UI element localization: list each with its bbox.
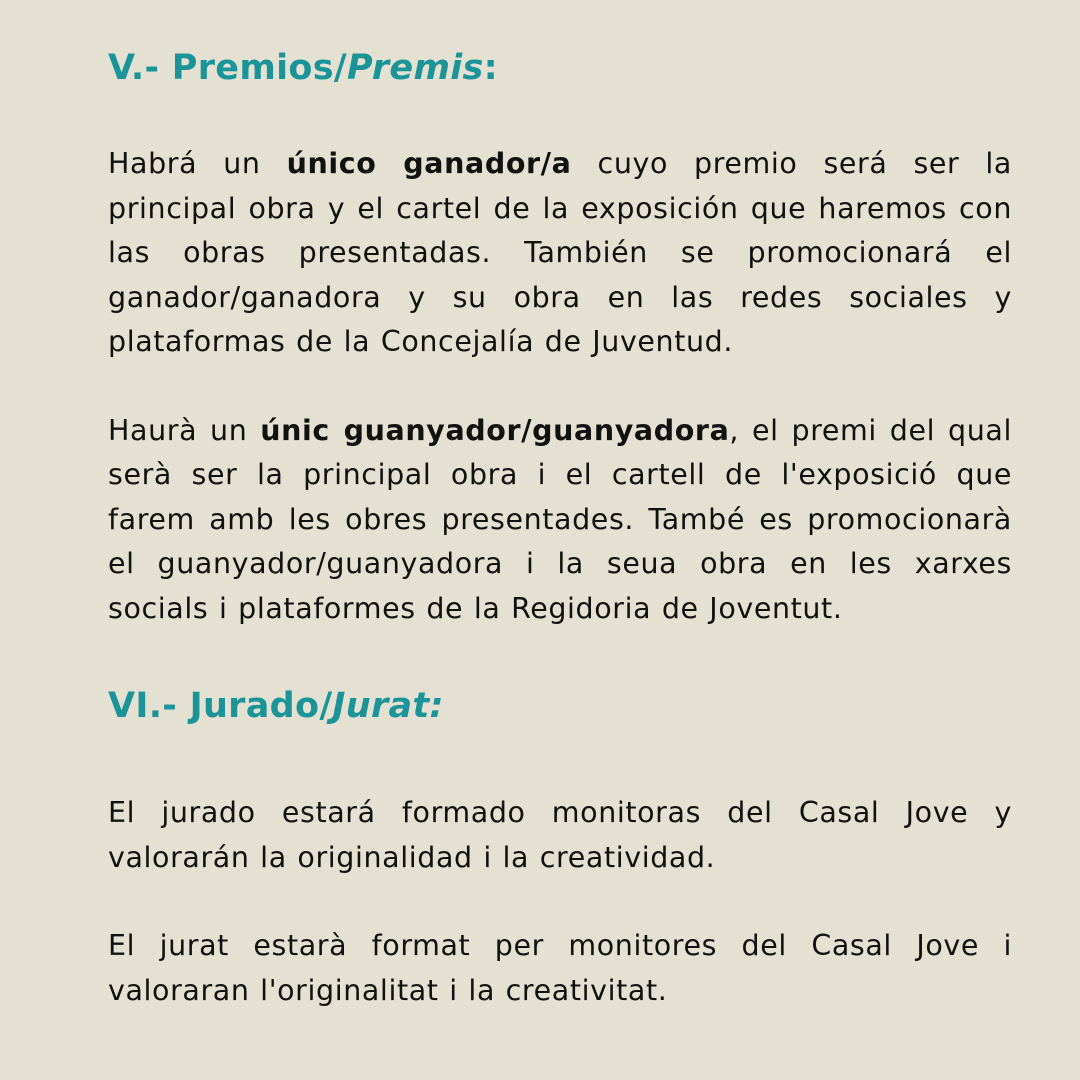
paragraph-premis-va (108, 409, 1012, 632)
paragraph-bold-text: único ganador/a (286, 147, 572, 180)
paragraph-text: , el premi del qual serà ser la principal obra i el cartell de l'exposició que farem amb les obres presentades. També es promocionarà el guanyador/guanyadora i la seua obra en les xarxes socials i plataformes de la Regidoria de Joventut. (108, 413, 1012, 625)
heading-text: VI.- Jurado/ (108, 686, 333, 726)
document-page (108, 38, 1012, 1013)
paragraph-jurado-es: El jurado estará formado monitoras del Casal Jove y valorarán la originalidad i la creatividad. (108, 796, 1012, 874)
heading-italic-text: Jurat: (332, 686, 444, 726)
paragraph-bold-text: únic guanyador/guanyadora (260, 413, 730, 447)
heading-italic-text: Premis (346, 48, 484, 88)
section-heading-jurado (108, 676, 1012, 736)
heading-text: V.- Premios/ (108, 48, 347, 88)
paragraph-text: Habrá un (108, 147, 287, 180)
paragraph-jurat-va: El jurat estarà format per monitores del Casal Jove i valoraran l'originalitat i la creativitat. (108, 929, 1012, 1007)
paragraph-premios-es (108, 142, 1012, 365)
paragraph-text: cuyo premio será ser la principal obra y el cartel de la exposición que haremos con las obras presentadas. También se promocionará el ganador/ganadora y su obra en las redes sociales y plataformas de la Concejalía de Juventud. (108, 147, 1012, 358)
section-heading-premios (108, 38, 1012, 98)
heading-colon: : (483, 48, 498, 88)
paragraph-text: Haurà un (108, 413, 261, 447)
